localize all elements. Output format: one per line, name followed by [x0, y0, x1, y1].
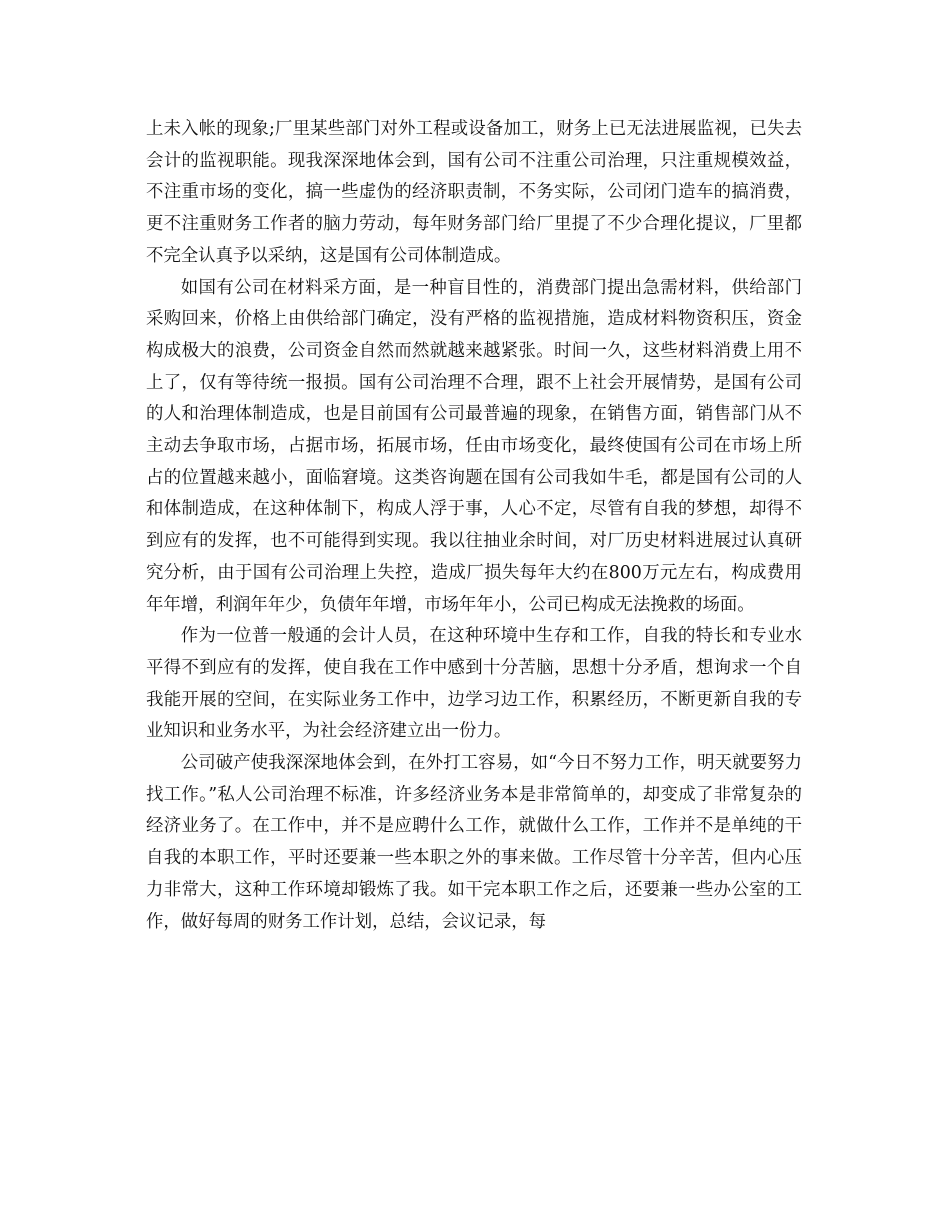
paragraph-2: 如国有公司在材料采方面，是一种盲目性的，消费部门提出急需材料，供给部门采购回来，价格上由供给部门确定，没有严格的监视措施，造成材料物资积压，资金构成极大的浪费，公司资金自然而然就越来越紧张。时间一久，这些材料消费上用不上了，仅有等待统一报损。国有公司治理不合理，跟不上社会开展情势，是国有公司的人和治理体制造成，也是目前国有公司最普遍的现象，在销售方面，销售部门从不主动去争取市场，占据市场，拓展市场，任由市场变化，最终使国有公司在市场上所占的位置越来越小，面临窘境。这类咨询题在国有公司我如牛毛，都是国有公司的人和体制造成，在这种体制下，构成人浮于事，人心不定，尽管有自我的梦想，却得不到应有的发挥，也不可能得到实现。我以往抽业余时间，对厂历史材料进展过认真研究分析，由于国有公司治理上失控，造成厂损失每年大约在800万元左右，构成费用年年增，利润年年少，负债年年增，市场年年小，公司已构成无法挽救的场面。	[146, 277, 802, 615]
paragraph-3: 作为一位普一般通的会计人员，在这种环境中生存和工作，自我的特长和专业水平得不到应有的发挥，使自我在工作中感到十分苦脑，思想十分矛盾，想询求一个自我能开展的空间，在实际业务工作中，边学习边工作，积累经历，不断更新自我的专业知识和业务水平，为社会经济建立出一份力。	[146, 626, 802, 742]
paragraph-1: 上未入帐的现象;厂里某些部门对外工程或设备加工，财务上已无法进展监视，已失去会计的监视职能。现我深深地体会到，国有公司不注重公司治理，只注重规模效益，不注重市场的变化，搞一些虚伪的经济职责制，不务实际，公司闭门造车的搞消费，更不注重财务工作者的脑力劳动，每年财务部门给厂里提了不少合理化提议，厂里都不完全认真予以采纳，这是国有公司体制造成。	[146, 119, 802, 266]
document-page	[146, 114, 802, 938]
paragraph-4: 公司破产使我深深地体会到，在外打工容易，如“今日不努力工作，明天就要努力找工作。”私人公司治理不标准，许多经济业务本是非常简单的，却变成了非常复杂的经济业务了。在工作中，并不是应聘什么工作，就做什么工作，工作并不是单纯的干自我的本职工作，平时还要兼一些本职之外的事来做。工作尽管十分辛苦，但内心压力非常大，这种工作环境却锻炼了我。如干完本职工作之后，还要兼一些办公室的工作，做好每周的财务工作计划，总结，会议记录，每	[146, 753, 802, 932]
